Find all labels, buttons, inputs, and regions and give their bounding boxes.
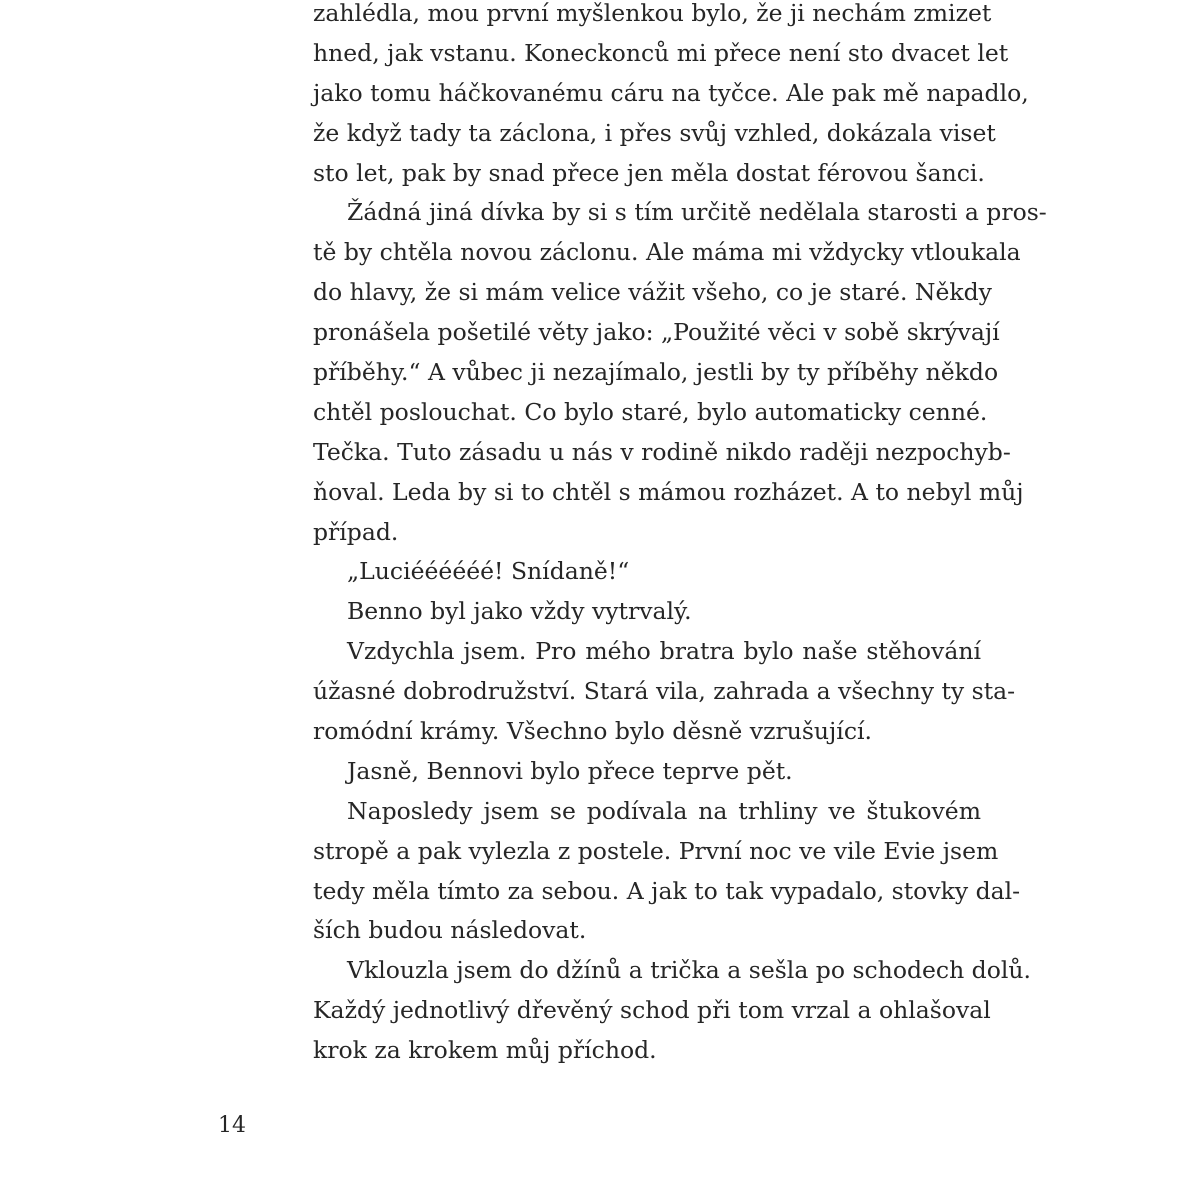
text-line: jako tomu háčkovanému cáru na tyčce. Ale pak mě napadlo, [313,78,1029,107]
paragraph [313,552,981,592]
text-line: ších budou následovat. [313,916,587,945]
body-text [313,0,1047,1071]
text-line: romódní krámy. Všechno bylo děsně vzrušující. [313,717,872,746]
text-line: případ. [313,517,399,546]
text-line: úžasné dobrodružství. Stará vila, zahrada a všechny ty sta- [313,677,1016,706]
text-line: Benno byl jako vždy vytrvalý. [347,597,692,626]
text-line: Naposledy jsem se podívala na trhliny ve štukovém [347,796,981,825]
paragraph [313,592,981,632]
text-line: chtěl poslouchat. Co bylo staré, bylo automaticky cenné. [313,397,988,426]
text-line: že když tady ta záclona, i přes svůj vzhled, dokázala viset [313,118,996,147]
text-line: tedy měla tímto za sebou. A jak to tak vypadalo, stovky dal- [313,876,1021,905]
text-line: do hlavy, že si mám velice vážit všeho, co je staré. Někdy [313,278,992,307]
text-line: sto let, pak by snad přece jen měla dostat férovou šanci. [313,158,985,187]
paragraph [313,632,1016,752]
text-line: „Luciéééééé! Snídaně!“ [347,557,630,586]
paragraph [313,951,1031,1071]
text-line: Každý jednotlivý dřevěný schod při tom vrzal a ohlašoval [313,996,991,1025]
text-line: Jasně, Bennovi bylo přece teprve pět. [347,756,793,785]
text-line: Vzdychla jsem. Pro mého bratra bylo naše stěhování [347,637,981,666]
text-line: Tečka. Tuto zásadu u nás v rodině nikdo raději nezpochyb- [313,437,1011,466]
text-line: Vklouzla jsem do džínů a trička a sešla po schodech dolů. [347,956,1031,985]
paragraph [313,792,1021,952]
text-line: zahlédla, mou první myšlenkou bylo, že ji nechám zmizet [313,0,992,27]
paragraph [313,193,1047,552]
text-line: příběhy.“ A vůbec ji nezajímalo, jestli by ty příběhy někdo [313,358,999,387]
paragraph [313,752,981,792]
text-line: krok za krokem můj příchod. [313,1036,657,1065]
paragraph [313,0,1029,193]
text-line: tě by chtěla novou záclonu. Ale máma mi vždycky vtloukala [313,238,1021,267]
page-number: 14 [218,1113,246,1138]
text-line: ňoval. Leda by si to chtěl s mámou rozházet. A to nebyl můj [313,477,1024,506]
text-line: pronášela pošetilé věty jako: „Použité věci v sobě skrývají [313,318,1000,347]
text-line: Žádná jiná dívka by si s tím určitě nedělala starosti a pros- [347,198,1047,227]
text-line: stropě a pak vylezla z postele. První noc ve vile Evie jsem [313,836,999,865]
text-line: hned, jak vstanu. Koneckonců mi přece není sto dvacet let [313,38,1009,67]
